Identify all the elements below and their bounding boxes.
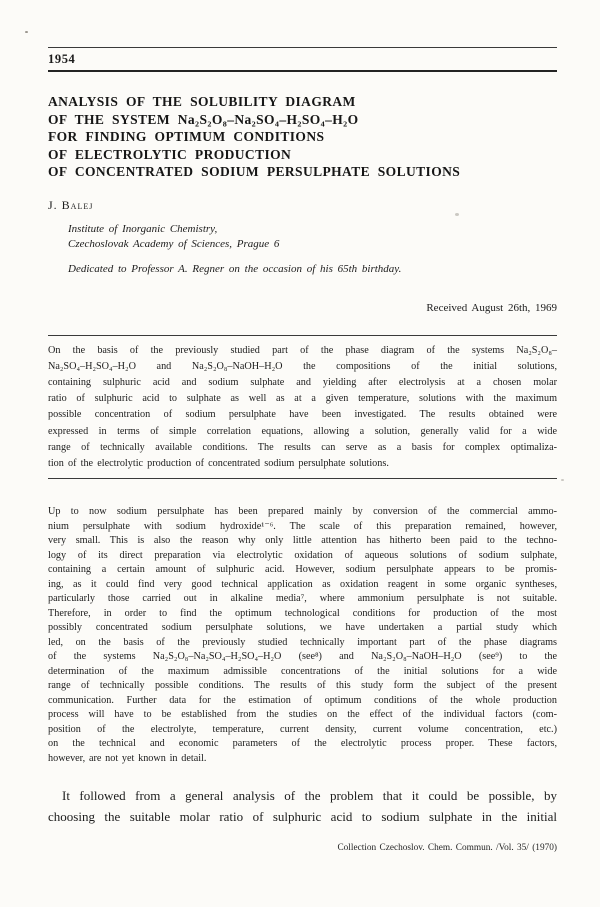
body-paragraph-1-line: led, on the basis of the previously studied technically important part of the phase diagrams: [48, 636, 557, 648]
rule-below-abstract: [48, 478, 557, 479]
author-affiliation: [68, 222, 557, 252]
body-paragraph-1-line: Up to now sodium persulphate has been prepared mainly by conversion of the commercial ammo-: [48, 506, 557, 518]
received-date: Received August 26th, 1969: [426, 301, 557, 314]
article-title-line: ANALYSIS OF THE SOLUBILITY DIAGRAM: [48, 94, 356, 109]
body-paragraph-1-line: communication. Further data for the estimation of optimum conditions of the whole production: [48, 694, 557, 706]
abstract-line: containing sulphuric acid and sodium sulphate and yielding after electrolysis at a chosen molar: [48, 376, 557, 388]
body-paragraph-1-line: process will have to be established from the studies on the effect of the individual factors (com-: [48, 709, 557, 721]
body-paragraph-1-line: ing, as it could find very good technical application as oxidation reagent in some organic syntheses,: [48, 578, 557, 590]
abstract-line: expressed in terms of simple correlation equations, allowing a solution, generally valid for a wide: [48, 425, 557, 437]
abstract-line: ratio of sulphuric acid to sulphate as well as at a given temperature, solutions with the maximum: [48, 393, 557, 405]
affiliation-line: Czechoslovak Academy of Sciences, Prague 6: [68, 237, 280, 250]
author-name: J. Balej: [48, 197, 94, 212]
body-paragraph-1-line: containing a certain amount of sulphuric acid. However, sodium persulphate appears to be promis-: [48, 564, 557, 576]
journal-footer: Collection Czechoslov. Chem. Commun. /Vol. 35/ (1970): [337, 843, 557, 854]
page-content: [48, 0, 557, 853]
article-title-line: OF CONCENTRATED SODIUM PERSULPHATE SOLUTIONS: [48, 164, 461, 179]
body-paragraph-1-line: very small. This is also the reason why only little attention has hitherto been paid to the techno-: [48, 535, 557, 547]
affiliation-line: Institute of Inorganic Chemistry,: [68, 222, 218, 235]
body-paragraph-1-line: particularly those carried out in alkaline media⁷, where ammonium persulphate is not suitable.: [48, 593, 557, 605]
abstract-line: Na₂SO₄–H₂SO₄–H₂O and Na₂S₂O₈–NaOH–H₂O the compositions of the initial solutions,: [48, 360, 557, 372]
abstract-text: [48, 336, 557, 473]
scan-speck: [561, 479, 564, 481]
abstract-line: On the basis of the previously studied part of the phase diagram of the systems Na₂S₂O₈–: [48, 344, 557, 356]
body-paragraph-1-line: of the systems Na₂S₂O₈–Na₂SO₄–H₂SO₄–H₂O (see⁸) and Na₂S₂O₈–NaOH–H₂O (see⁹) to the: [48, 651, 557, 663]
body-paragraph-1: [48, 505, 557, 766]
body-paragraph-2-line: choosing the suitable molar ratio of sulphuric acid to sodium sulphate in the initial: [48, 808, 557, 824]
body-paragraph-1-line: however, are not yet known in detail.: [48, 752, 207, 764]
body-paragraph-2-line: It followed from a general analysis of the problem that it could be possible, by: [62, 788, 557, 804]
body-paragraph-1-line: on the technical and economic parameters of the electrolytic process proper. These factors,: [48, 738, 557, 750]
article-title-line: OF ELECTROLYTIC PRODUCTION: [48, 146, 292, 162]
body-paragraph-1-line: Therefore, in order to find the optimum technological conditions for production of the most: [48, 607, 557, 619]
body-paragraph-1-line: logy of its direct preparation via electrolytic oxidation of aqueous solutions of sodium sulphate,: [48, 549, 557, 561]
body-paragraph-1-line: nium persulphate with sodium hydroxide¹⁻⁶. The scale of this preparation remained, however,: [48, 520, 557, 532]
running-head: [48, 47, 557, 72]
article-title: [48, 93, 557, 181]
abstract-line: possible concentration of sodium persulphate have been investigated. The results obtained were: [48, 409, 557, 421]
body-paragraph-2: [48, 786, 557, 827]
abstract-line: tion of the electrolytic production of concentrated sodium persulphate solutions.: [48, 457, 389, 469]
body-paragraph-1-line: position of the electrolyte, temperature, current density, current volume concentration, etc.): [48, 723, 557, 735]
body-paragraph-1-line: range of technically possible conditions. The results of this study form the subject of the present: [48, 680, 557, 692]
page-number: 1954: [48, 52, 76, 66]
dedication-text: Dedicated to Professor A. Regner on the occasion of his 65th birthday.: [68, 262, 402, 275]
article-title-line: OF THE SYSTEM Na₂S₂O₈–Na₂SO₄–H₂SO₄–H₂O: [48, 111, 359, 127]
body-paragraph-1-line: possibly concentrated sodium persulphate solutions, we have undertaken a partial study which: [48, 622, 557, 634]
abstract-line: range of technically available conditions. The results can serve as a basis for complex optimaliza-: [48, 441, 557, 453]
scan-speck: [25, 31, 28, 33]
article-title-line: FOR FINDING OPTIMUM CONDITIONS: [48, 129, 325, 144]
body-paragraph-1-line: determination of the maximum admissible concentrations of the initial solutions for a wide: [48, 665, 557, 677]
